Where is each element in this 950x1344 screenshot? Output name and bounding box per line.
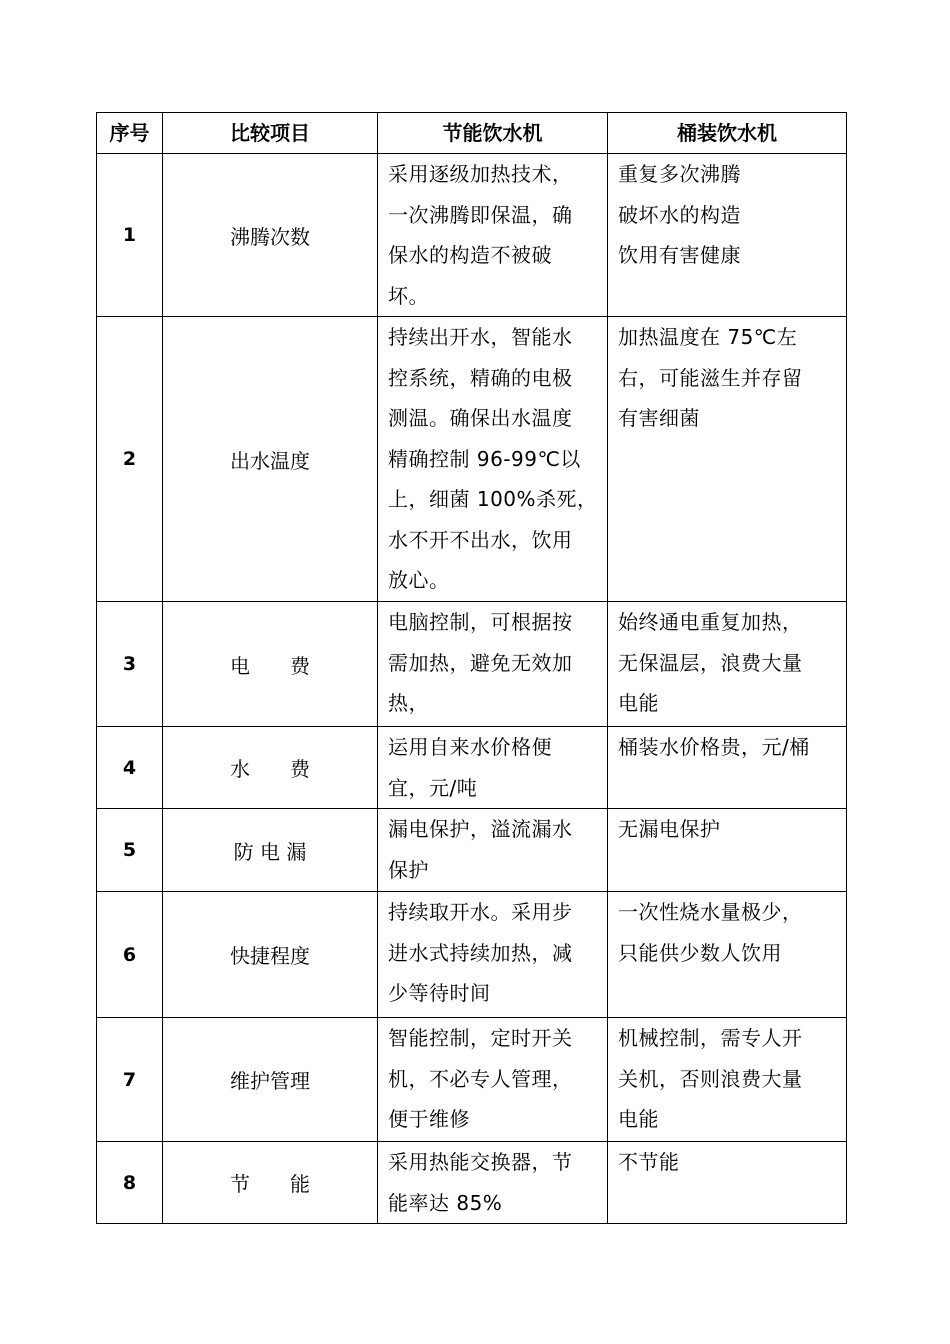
cell-text-line: 需加热，避免无效加 (388, 650, 573, 675)
cell-text-line: 持续取开水。采用步 (388, 900, 573, 924)
table-row (97, 317, 847, 602)
cell-text-line: 饮用有害健康 (618, 243, 741, 267)
cell-energy-saving (378, 602, 608, 727)
comparison-table (96, 112, 847, 1224)
cell-text-line: 测温。确保出水温度 (388, 406, 573, 430)
cell-text-line: 漏电保护，溢流漏水 (388, 817, 573, 841)
cell-text-line: 关机，否则浪费大量 (618, 1066, 803, 1091)
cell-comparison-item: 防 电 漏 (163, 809, 378, 892)
cell-text-line: 智能控制，定时开关 (388, 1026, 573, 1050)
table-row (97, 602, 847, 727)
cell-text-line: 运用自来水价格便 (388, 735, 552, 759)
cell-text-line: 热， (388, 691, 429, 715)
cell-text-line: 能率达 85% (388, 1190, 503, 1215)
cell-text-line: 坏。 (388, 283, 429, 308)
header-serial-number: 序号 (97, 113, 163, 154)
cell-serial-number: 1 (97, 154, 163, 317)
cell-text-line: 少等待时间 (388, 981, 491, 1005)
cell-energy-saving (378, 809, 608, 892)
cell-text-line: 破坏水的构造 (618, 202, 741, 227)
cell-bucket (608, 892, 847, 1018)
cell-text-line: 一次性烧水量极少， (618, 900, 803, 924)
cell-text-line: 有害细菌 (618, 406, 700, 430)
cell-bucket (608, 602, 847, 727)
cell-comparison-item: 快捷程度 (163, 892, 378, 1018)
cell-bucket (608, 1142, 847, 1224)
table-header-row (97, 113, 847, 154)
cell-serial-number: 2 (97, 317, 163, 602)
cell-text-line: 机，不必专人管理， (388, 1066, 573, 1091)
table-row (97, 727, 847, 809)
cell-serial-number: 3 (97, 602, 163, 727)
cell-text-line: 加热温度在 75℃左 (618, 325, 798, 349)
table-row (97, 1142, 847, 1224)
header-energy-saving-dispenser: 节能饮水机 (378, 113, 608, 154)
cell-text-line: 便于维修 (388, 1107, 470, 1131)
cell-text-line: 采用逐级加热技术， (388, 162, 573, 186)
cell-serial-number: 7 (97, 1018, 163, 1142)
cell-text-line: 电能 (618, 691, 659, 715)
cell-text-line: 一次沸腾即保温，确 (388, 202, 573, 227)
cell-text-line: 机械控制，需专人开 (618, 1026, 803, 1050)
table-row (97, 809, 847, 892)
cell-text-line: 放心。 (388, 568, 450, 592)
cell-bucket (608, 809, 847, 892)
cell-text-line: 保护 (388, 857, 429, 882)
header-bucket-dispenser: 桶装饮水机 (608, 113, 847, 154)
cell-text-line: 桶装水价格贵，元/桶 (618, 735, 810, 759)
cell-text-line: 持续出开水，智能水 (388, 325, 573, 349)
cell-bucket (608, 317, 847, 602)
cell-serial-number: 6 (97, 892, 163, 1018)
cell-text-line: 电能 (618, 1107, 659, 1131)
cell-energy-saving (378, 892, 608, 1018)
cell-text-line: 始终通电重复加热， (618, 610, 803, 634)
cell-bucket (608, 154, 847, 317)
cell-energy-saving (378, 727, 608, 809)
cell-comparison-item: 节 能 (163, 1142, 378, 1224)
cell-serial-number: 8 (97, 1142, 163, 1224)
cell-comparison-item: 维护管理 (163, 1018, 378, 1142)
header-comparison-item: 比较项目 (163, 113, 378, 154)
cell-text-line: 采用热能交换器，节 (388, 1150, 573, 1174)
cell-text-line: 上，细菌 100%杀死， (388, 487, 598, 511)
cell-text-line: 精确控制 96-99℃以 (388, 446, 581, 471)
cell-comparison-item: 沸腾次数 (163, 154, 378, 317)
table-row (97, 1018, 847, 1142)
cell-text-line: 无漏电保护 (618, 817, 721, 841)
cell-text-line: 控系统，精确的电极 (388, 365, 573, 390)
cell-energy-saving (378, 1142, 608, 1224)
cell-bucket (608, 727, 847, 809)
cell-text-line: 水不开不出水，饮用 (388, 527, 573, 552)
table-row (97, 154, 847, 317)
cell-comparison-item: 电 费 (163, 602, 378, 727)
table-row (97, 892, 847, 1018)
cell-energy-saving (378, 154, 608, 317)
cell-serial-number: 5 (97, 809, 163, 892)
cell-comparison-item: 水 费 (163, 727, 378, 809)
cell-energy-saving (378, 317, 608, 602)
cell-text-line: 电脑控制，可根据按 (388, 610, 573, 634)
cell-text-line: 重复多次沸腾 (618, 162, 741, 186)
cell-comparison-item: 出水温度 (163, 317, 378, 602)
cell-text-line: 不节能 (618, 1150, 680, 1174)
cell-bucket (608, 1018, 847, 1142)
cell-text-line: 只能供少数人饮用 (618, 940, 782, 965)
cell-text-line: 保水的构造不被破 (388, 243, 552, 267)
table-body (97, 154, 847, 1224)
cell-text-line: 进水式持续加热，减 (388, 940, 573, 965)
cell-text-line: 右，可能滋生并存留 (618, 365, 803, 390)
cell-text-line: 无保温层，浪费大量 (618, 650, 803, 675)
cell-serial-number: 4 (97, 727, 163, 809)
cell-text-line: 宜，元/吨 (388, 775, 478, 800)
cell-energy-saving (378, 1018, 608, 1142)
